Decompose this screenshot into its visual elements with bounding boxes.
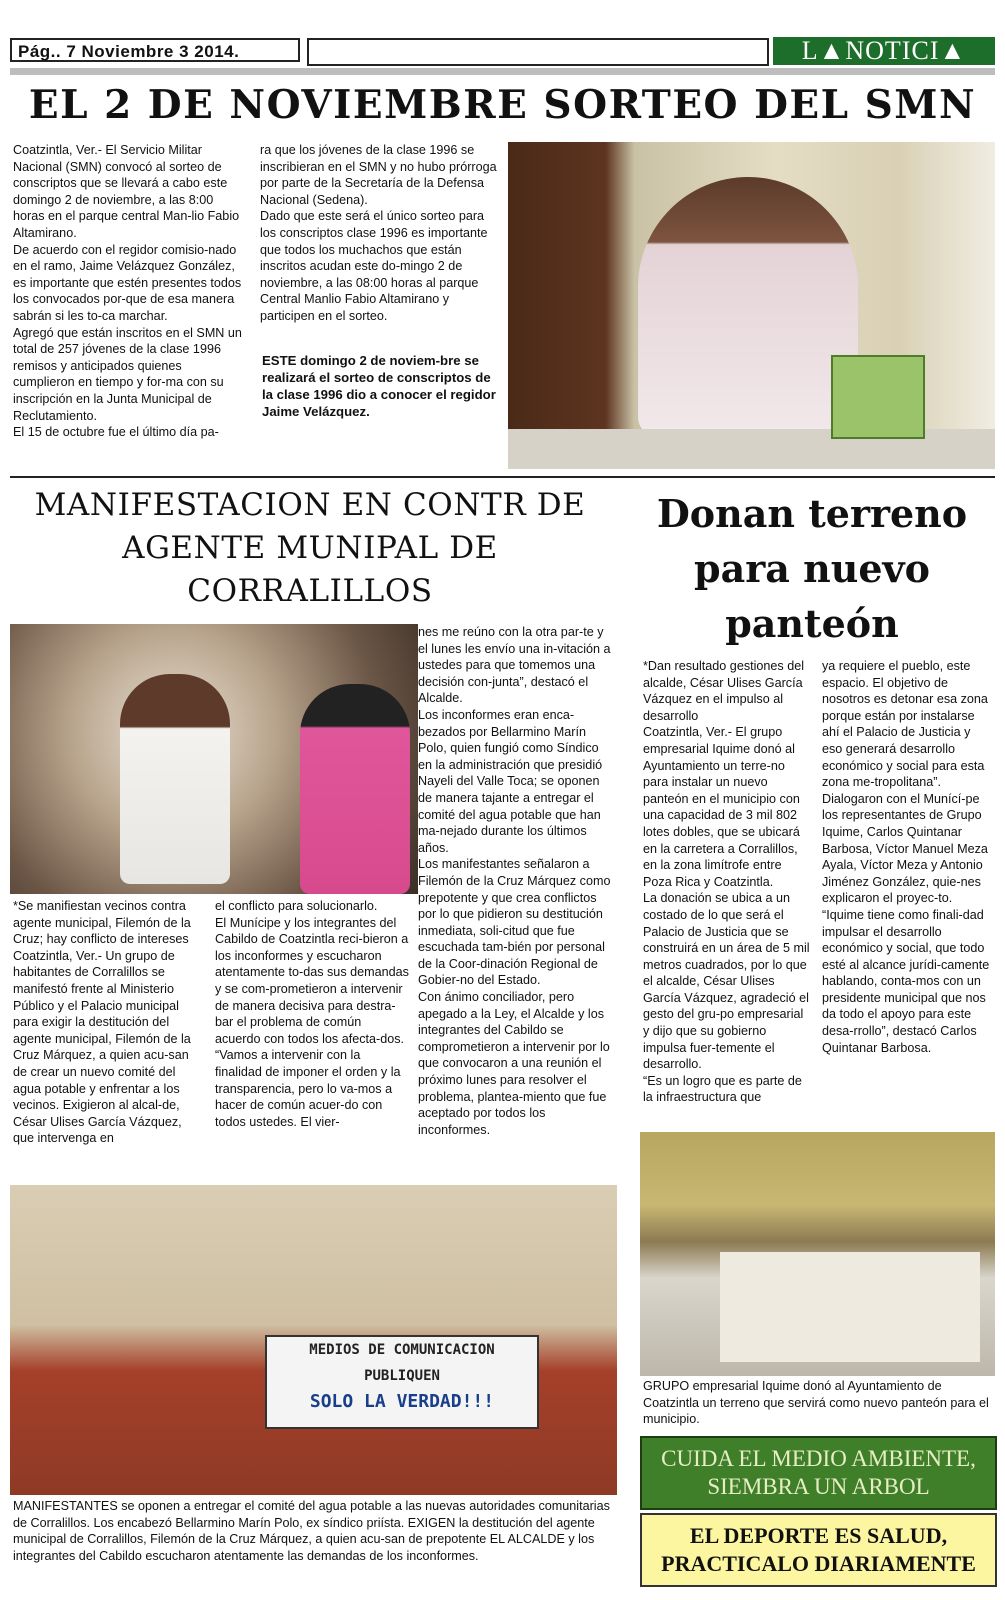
story2-column-3: [418, 624, 613, 1138]
paragraph: Con ánimo conciliador, pero apegado a la Ley, el Alcalde y los integrantes del Cabildo se comprometieron a intervenir por lo que convocaron a una reunión el próximo lunes para resolver el problema, plantea-miento que fue aceptado por todos los inconformes.: [418, 990, 610, 1137]
protest-photo-1: [10, 624, 418, 894]
story1-photo-caption: ESTE domingo 2 de noviem-bre se realizará el sorteo de conscriptos de la clase 1996 dio a conocer el regidor Jaime Velázquez.: [262, 353, 496, 419]
paragraph: Los manifestantes señalaron a Filemón de la Cruz Márquez como prepotente y que crea conflictos por lo que pidieron su destitución inmediata, soli-citud que fue escuchada tam-bién por personal de la Coor-dinación Regional de Gobier-no del Estado.: [418, 857, 611, 988]
story2-headline: [10, 484, 610, 613]
story2-photo-caption: MANIFESTANTES se oponen a entregar el comité del agua potable a las nuevas autoridades comunitarias de Corralillos. Los encabezó Bellarmino Marín Polo, ex síndico priísta. EXIGEN la destitución del agente municipal de Corralillos, Filemón de la Cruz Márquez, a quien acu-san de prepotente EL ALCALDE y los integrantes del Cabildo escucharon atentamente las demandas de los inconformes.: [13, 1499, 610, 1563]
paragraph: Coatzintla, Ver.- Un grupo de habitantes de Corralillos se manifestó frente al Ministerio Público y el Palacio municipal para exigir la destitución del agente municipal, Filemón de la Cruz Márquez, a quien acu-san de crear un nuevo comité del agua potable y enfrentar a los vecinos. Exigieron al alcal-de, César Ulises García Vázquez, que intervenga en: [13, 948, 191, 1146]
story1-column-1: [13, 142, 245, 441]
person-figure: [300, 684, 410, 894]
banner-line: PUBLIQUEN: [364, 1368, 440, 1384]
headline-line: Donan terreno: [656, 491, 968, 536]
story3-column-1: [643, 658, 813, 1106]
story3-headline: [627, 486, 997, 651]
box-line: PRACTICALO DIARIAMENTE: [661, 1551, 976, 1576]
story1-headline: EL 2 DE NOVIEMBRE SORTEO DEL SMN: [28, 82, 977, 128]
story3-photo-caption: GRUPO empresarial Iquime donó al Ayuntamiento de Coatzintla un terreno que servirá como nuevo panteón para el municipio.: [643, 1379, 989, 1427]
story2-column-1: [13, 898, 203, 1147]
desk-calendar: [831, 355, 925, 439]
banner-line: MEDIOS DE COMUNICACION: [309, 1342, 495, 1358]
protest-banner: [265, 1335, 539, 1429]
paragraph: La donación se ubica a un costado de lo que será el Palacio de Justicia que se construirá en un área de 5 mil metros cuadrados, por lo que el alcalde, César Ulises García Vázquez, agradeció el gesto del gru-po empresarial y dijo que su gobierno impulsa fuer-temente el desarrollo.: [643, 891, 810, 1072]
regidor-photo: [508, 142, 995, 469]
person-figure: [120, 674, 230, 884]
paragraph: “Es un logro que es parte de la infraestructura que: [643, 1073, 802, 1105]
story3-column-2: [822, 658, 994, 1056]
paragraph: Dialogaron con el Munící-pe los representantes de Grupo Iquime, Carlos Quintanar Barbosa, Víctor Manuel Meza Ayala, Víctor Meza y Antonio Jiménez González, quie-nes explicaron el proyec-to.: [822, 791, 988, 906]
header-rule: [10, 68, 995, 75]
box-line: SIEMBRA UN ARBOL: [707, 1474, 930, 1499]
page-date-line: Pág.. 7 Noviembre 3 2014.: [10, 38, 300, 62]
section-divider: [10, 476, 995, 478]
meeting-photo: [640, 1132, 995, 1376]
headline-line: para nuevo: [694, 546, 930, 591]
paragraph: De acuerdo con el regidor comisio-nado en el ramo, Jaime Velázquez González, es importante que estén presentes todos los convocados por-que de esa manera sabrán si les to-ca marchar.: [13, 242, 242, 323]
paragraph: El Munícipe y los integrantes del Cabildo de Coatzintla reci-bieron a los inconformes y escucharon atentamente to-das sus demandas y se com-prometieron a intervenir de manera decisiva para destra-bar el problema de común acuerdo con todos los afecta-dos.: [215, 915, 409, 1046]
headline-line: panteón: [725, 601, 899, 646]
story2-column-2: [215, 898, 410, 1130]
paragraph: Agregó que están inscritos en el SMN un total de 257 jóvenes de la clase 1996 remisos y anticipados quienes cumplieron en tiempo y for-ma con su inscripción en la Junta Municipal de Reclutamiento.: [13, 325, 242, 423]
paragraph: ya requiere el pueblo, este espacio. El objetivo de nosotros es detonar esa zona porque están por instalarse ahí el Palacio de Justicia y eso generará desarrollo económico y social para esta zona me-tropolitana”.: [822, 659, 988, 790]
desk: [720, 1252, 980, 1362]
paragraph: “Iquime tiene como finali-dad impulsar el desarrollo económico y social, que todo esté al alcance jurídi-camente hablando, conta-mos con un presidente municipal que nos da todo el apoyo para este desa-rrollo”, destacó Carlos Quintanar Barbosa.: [822, 907, 990, 1055]
story1-column-2: [260, 142, 500, 325]
banner-line: SOLO LA VERDAD!!!: [309, 1391, 495, 1412]
headline-line: CORRALILLOS: [187, 573, 433, 609]
environment-box: [640, 1436, 997, 1510]
paragraph: El 15 de octubre fue el último día pa-: [13, 425, 219, 440]
header-blank-box: [307, 38, 769, 66]
sport-box: [640, 1513, 997, 1587]
paragraph: ra que los jóvenes de la clase 1996 se inscribieran en el SMN y no hubo prórroga por parte de la Secretaría de la Defensa Nacional (Sedena).: [260, 143, 497, 207]
headline-line: MANIFESTACION EN CONTR DE: [34, 487, 586, 523]
box-line: CUIDA EL MEDIO AMBIENTE,: [661, 1446, 976, 1471]
newspaper-logo: L▲NOTICI▲: [773, 37, 995, 65]
paragraph: Dado que este será el único sorteo para los conscriptos clase 1996 es importante que todos los muchachos que están inscritos acudan este do-mingo 2 de noviembre, a las 08:00 horas al parque Central Manlio Fabio Altamirano y participen en el sorteo.: [260, 209, 488, 323]
headline-line: AGENTE MUNIPAL DE: [122, 530, 498, 566]
box-line: EL DEPORTE ES SALUD,: [689, 1523, 948, 1548]
paragraph: Coatzintla, Ver.- El grupo empresarial Iquime donó al Ayuntamiento un terre-no para instalar un nuevo panteón en el municipio con una capacidad de 3 mil 802 lotes dobles, que se ubicará en la carretera a Corralillos, en la zona limítrofe entre Poza Rica y Coatzintla.: [643, 725, 800, 889]
paragraph: el conflicto para solucionarlo.: [215, 899, 378, 913]
paragraph: “Vamos a intervenir con la finalidad de imponer el orden y la transparencia, pero lo va-mos a hacer de común acuer-do con todos ustedes. El vier-: [215, 1048, 401, 1129]
protest-photo-2: [10, 1185, 617, 1495]
paragraph: *Dan resultado gestiones del alcalde, César Ulises García Vázquez en el impulso al desarrollo: [643, 659, 805, 723]
paragraph: nes me reúno con la otra par-te y el lunes les envío una in-vitación a ustedes para que tomemos una decisión con-junta”, destacó el Alcalde.: [418, 625, 611, 706]
person-figure: [638, 177, 858, 437]
paragraph: Coatzintla, Ver.- El Servicio Militar Nacional (SMN) convocó al sorteo de conscriptos que se llevará a cabo este domingo 2 de noviembre, a las 8:00 horas en el parque central Man-lio Fabio Altamirano.: [13, 143, 240, 240]
paragraph: *Se manifiestan vecinos contra agente municipal, Filemón de la Cruz; hay conflicto de intereses: [13, 899, 191, 947]
paragraph: Los inconformes eran enca-bezados por Bellarmino Marín Polo, quien fungió como Síndico en la administración que presidió Nayeli del Valle Toca; se oponen de manera tajante a entregar el comité del agua potable que han ma-nejado durante los últimos años.: [418, 707, 603, 855]
